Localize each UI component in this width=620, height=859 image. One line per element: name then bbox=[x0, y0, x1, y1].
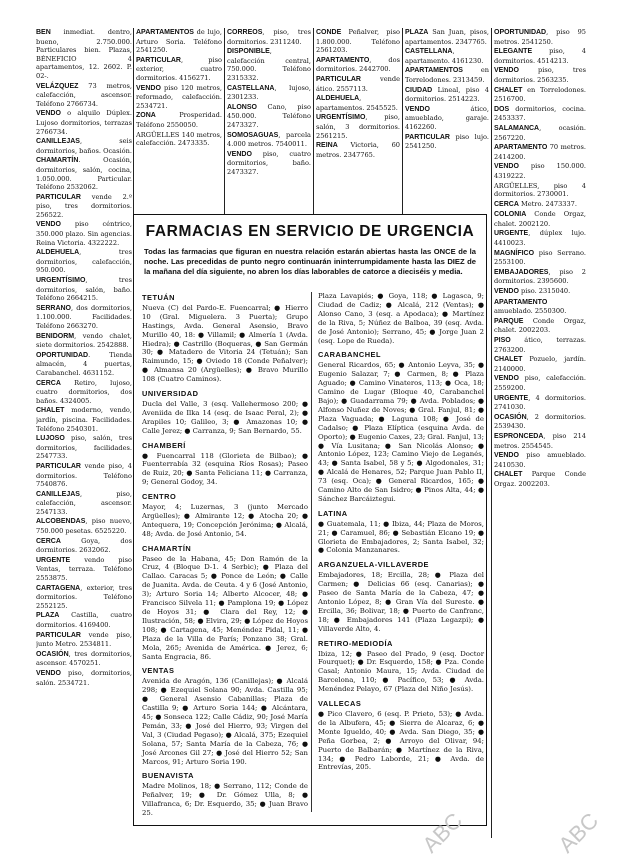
ad-keyword: APARTAMENTO bbox=[494, 298, 548, 306]
classified-ad: APARTAMENTO amueblado. 2550300. bbox=[494, 298, 567, 316]
classified-ad: DISPONIBLE, calefacción central, 750.000. Teléfono 2315332. bbox=[227, 47, 311, 82]
classified-ad: PARTICULAR vende piso, 4 dormitorios. Teléfono 7540876. bbox=[36, 461, 132, 489]
farmacia-section bbox=[142, 772, 308, 818]
ad-keyword: CHALET bbox=[36, 407, 65, 415]
classified-ad: CORREOS, piso, tres dormitorios. 2311240. bbox=[227, 28, 311, 46]
ad-keyword: REINA bbox=[316, 142, 338, 150]
ad-keyword: SERRANO bbox=[36, 304, 72, 312]
farmacia-list: Avenida de Aragón, 136 (Canillejas); ● Alcalá 298; ● Ezequiel Solana 90; Avda. Castilla 95; ● General Asensio Cabanillas; Plaza de Castilla 9; ● Arturo Soria 144; ● Alcántara, 45; ● Sonseca 122; Calle Cádiz, 90; José María Pemán, 33; ● José del Hierro, 93; Virgen del Val, 3 (Ciudad Pegaso); ● Alcalá, 375; Ezequiel Solana, 57; Santa María de la Cabeza, 76; ● José Arcones Gil 27; ● José del Hierro 52; San Marcos, 91; Arturo Soria 190. bbox=[142, 677, 308, 766]
ad-keyword: BENIDORM bbox=[36, 332, 75, 340]
ad-keyword: CASTELLANA bbox=[227, 84, 275, 92]
classified-ad: CONDE Peñalver, piso 1.800.000. Teléfono 2561203. bbox=[316, 28, 400, 55]
ad-keyword: CASTELLANA bbox=[405, 48, 453, 56]
ad-keyword: OPORTUNIDAD bbox=[494, 29, 547, 36]
classified-ad: ELEGANTE piso, 4 dormitorios. 4514213. bbox=[494, 47, 586, 65]
ad-keyword: PARTICULAR bbox=[405, 133, 450, 141]
classified-ad: CHALET en Torrelodones. 2516700. bbox=[494, 85, 586, 104]
ad-keyword: URGENTÍSIMO bbox=[316, 114, 366, 122]
classified-ad: VENDO piso amueblado. 2410530. bbox=[494, 451, 586, 469]
ad-keyword: CHALET bbox=[494, 86, 523, 94]
classified-ad: ALCOBENDAS, piso nuevo, 750.000 pesetas. 6525220. bbox=[36, 517, 132, 536]
ad-keyword: PLAZA bbox=[36, 612, 60, 620]
ad-keyword: OCASIÓN bbox=[494, 413, 527, 421]
column-rule bbox=[224, 28, 225, 214]
classified-ad: DOS dormitorios, cocina. 2453337. bbox=[494, 104, 586, 123]
classified-ad: ARGÜELLES 140 metros, calefacción. 2473335. bbox=[136, 130, 222, 148]
ad-keyword: ALONSO bbox=[227, 103, 257, 111]
ad-keyword: PISO bbox=[494, 337, 511, 344]
classified-ad: OCASIÓN, 2 dormitorios. 2539430. bbox=[494, 412, 586, 431]
ad-keyword: VENDO bbox=[494, 163, 519, 171]
ad-keyword: EMBAJADORES bbox=[494, 268, 549, 276]
classified-ad: PLAZA San Juan, pisos, apartamentos. 2347765. bbox=[405, 28, 489, 46]
classified-ad: VENDO piso 120 metros, reformado, calefacción. 2534721. bbox=[136, 83, 222, 110]
classified-ad: CERCA Metro. 2473337. bbox=[494, 199, 577, 208]
classified-ad: BENIDORM, vendo chalet, siete dormitorios. 2542888. bbox=[36, 331, 132, 350]
ad-keyword: ALCOBENDAS bbox=[36, 518, 86, 526]
farmacias-box bbox=[133, 214, 487, 826]
column-rule bbox=[313, 28, 314, 214]
ad-keyword: CERCA bbox=[36, 379, 61, 387]
ad-keyword: CONDE bbox=[316, 29, 342, 36]
column-rule bbox=[402, 28, 403, 214]
farmacia-list: ● Guatemala, 11; ● Ibiza, 44; Plaza de Moros, 21; ● Caramuel, 86; ● Sebastián Elcano 19; ● Glorieta de Embajadores, 2; Santa Isabel, 32; ● Colonia Manzanares. bbox=[318, 519, 484, 555]
classified-ad: MAGNÍFICO piso Serrano. 2553100. bbox=[494, 248, 586, 267]
farmacia-section bbox=[318, 561, 484, 633]
classified-ad: CHALET Parque Conde Orgaz. 2002203. bbox=[494, 470, 586, 488]
farmacia-district-heading: CHAMBERÍ bbox=[142, 440, 186, 450]
ad-keyword: URGENTE bbox=[494, 230, 529, 238]
classified-ad: ESPRONCEDA, piso 214 metros. 2554545. bbox=[494, 431, 586, 450]
ad-keyword: CERCA bbox=[36, 537, 61, 545]
ad-keyword: PARQUE bbox=[494, 317, 524, 325]
classified-ad: VENDO ático, amueblado, garaje. 4162260. bbox=[405, 104, 489, 131]
farmacia-district-heading: TETUÁN bbox=[142, 293, 175, 302]
farmacias-intro: Todas las farmacias que figuran en nuestra relación estarán abiertas hasta las ONCE de la noche. Las precedidas de punto negro continuarán ininterrumpidamente hasta las DIEZ de la mañana del día siguiente, no abren los días laborables de catorce a dieciséis y media. bbox=[144, 247, 476, 276]
classifieds-column-1 bbox=[36, 28, 132, 859]
ad-keyword: OPORTUNIDAD bbox=[36, 351, 89, 359]
column-rule bbox=[491, 28, 492, 838]
column-rule bbox=[133, 28, 134, 214]
farmacias-title: FARMACIAS EN SERVICIO DE URGENCIA bbox=[145, 223, 475, 240]
classified-ad: PARQUE Conde Orgaz, chalet. 2002203. bbox=[494, 316, 586, 335]
classified-ad: VENDO piso, dormitorios, salón. 2534721. bbox=[36, 668, 132, 687]
farmacia-district-heading: CENTRO bbox=[142, 492, 177, 502]
classified-ad: CHAMARTÍN. Ocasión, dormitorios, salón, cocina, 1.050.000. Particular. Teléfono 2532062. bbox=[36, 156, 132, 192]
ad-keyword: VENDO bbox=[494, 288, 519, 296]
farmacia-district-heading: ARGANZUELA-VILLAVERDE bbox=[318, 560, 429, 570]
classified-ad: CASTELLANA, apartamento. 4161230. bbox=[405, 47, 484, 65]
ad-keyword: PARTICULAR bbox=[36, 193, 81, 201]
classified-ad: ALDEHUELA, tres dormitorios, calefacción, 950.000. bbox=[36, 248, 132, 275]
ad-keyword: VENDO bbox=[136, 84, 161, 92]
ad-keyword: URGENTE bbox=[36, 556, 71, 564]
farmacia-section bbox=[142, 493, 308, 539]
farmacia-section bbox=[318, 351, 484, 503]
classified-ad: CANILLEJAS, piso, calefacción, ascensor. 2547133. bbox=[36, 489, 132, 516]
farmacia-district-heading: CARABANCHEL bbox=[318, 350, 381, 360]
ad-keyword: VELÁZQUEZ bbox=[36, 82, 79, 90]
ad-keyword: COLONIA bbox=[494, 211, 527, 219]
ad-keyword: CIUDAD bbox=[405, 86, 433, 94]
classifieds-column-2 bbox=[136, 28, 222, 212]
classified-ad: OCASIÓN, tres dormitorios, ascensor. 4570251. bbox=[36, 649, 132, 668]
farmacia-list: Ducla del Valle, 3 (esq. Vallehermoso 200; ● Aveniida de Ilka 14 (esq. de Isaac Peral, 2); ● Arapiles 10; Galileo, 3; ● Amazonas 10; ● Calle Jerez; ● Carranza, 9; San Bernardo, 55. bbox=[142, 399, 308, 435]
farmacias-divider bbox=[311, 292, 312, 812]
classified-ad: EMBAJADORES, piso 2 dormitorios. 2395600. bbox=[494, 267, 586, 286]
ad-keyword: DISPONIBLE bbox=[227, 48, 270, 56]
classified-ad: LUJOSO piso, salón, tres dormitorios, facilidades. 2547733. bbox=[36, 434, 132, 461]
classified-ad: VENDO piso 150.000. 4319222. bbox=[494, 162, 586, 180]
classified-ad: REINA Victoria, 60 metros. 2347765. bbox=[316, 141, 400, 159]
classified-ad: SERRANO, dos dormitorios, 1.100.000. Facilidades. Teléfono 2663270. bbox=[36, 303, 132, 330]
ad-keyword: ALDEHUELA bbox=[36, 249, 80, 257]
classified-ad: OPORTUNIDAD, piso 95 metros. 2541250. bbox=[494, 28, 586, 46]
farmacia-section bbox=[318, 640, 484, 694]
watermark-logo: ABC bbox=[553, 807, 604, 858]
ad-keyword: PARTICULAR bbox=[36, 462, 81, 470]
farmacia-section bbox=[318, 700, 484, 772]
classified-ad: PARTICULAR vende ático. 2557113. bbox=[316, 74, 400, 93]
ad-keyword: PARTICULAR bbox=[316, 75, 361, 83]
classified-ad: VENDO piso, cuatro dormitorios, baño. 2473327. bbox=[227, 149, 311, 176]
ad-keyword: ESPRONCEDA bbox=[494, 432, 544, 440]
ad-keyword: CHAMARTÍN bbox=[36, 157, 79, 165]
ad-keyword: VENDO bbox=[494, 375, 519, 383]
farmacia-list: Paseo de la Habana, 45; Don Ramón de la Cruz, 4 (Bloque D-1. 4 Serbic); ● Plaza del Callao. Caracas 5; ● Ponce de León; ● Calle de Juanita. Avda. de Ceuta. 4 y 6 (José Antonio, 3); Arturo Soria 14; Alberto Alcocer, 48; ● Francisco Silvela 11; ● Pamplona 19; ● López de Hoyos 31; ● Clara del Rey, 12; ● Ilustración, 58; ● Elvira, 29; ● López de Hoyos 108; ● Cartagena, 45; Menéndez Pidal, 11; ● Plaza de la Villa de París; Ponzano 38; Gral. Mola, 265; Avenida de América. ● Jerez, 6; Santa Engracia, 86. bbox=[142, 554, 308, 661]
classified-ad: BEN inmediat. dentro, bueno, 2.750.000. Particulares bien. Plazas, BÉNEFICIO 4 apartamentos, 12. 2602. P. 02-. bbox=[36, 28, 132, 80]
classified-ad: VENDO piso. 2315040. bbox=[494, 287, 571, 296]
ad-keyword: ELEGANTE bbox=[494, 48, 533, 56]
classifieds-column-4 bbox=[316, 28, 400, 212]
farmacia-district-heading: VENTAS bbox=[142, 666, 175, 676]
farmacia-list: Ibiza, 12; ● Paseo del Prado, 9 (esq. Doctor Fourquet); ● Dr. Esquerdo, 158; ● Pza. Conde Casal; Antonio Maura, 15; Avda. Ciudad de Barcelona, 110; ● Pacífico, 53; ● Avda. Menéndez Pelayo, 67 (Plaza del Niño Jesús). bbox=[318, 649, 484, 694]
classified-ad: ZONA Prosperidad. Teléfono 2550050. bbox=[136, 111, 222, 129]
farmacia-district-heading: VALLECAS bbox=[318, 699, 362, 709]
ad-keyword: BEN bbox=[36, 29, 51, 36]
classified-ad: COLONIA Conde Orgaz, chalet. 2002120. bbox=[494, 210, 586, 228]
farmacia-list: Embajadores, 18; Ercilla, 28; ● Plaza del Carmen; ● Delicias 66 (esq. Canarias); ● Paseo de Santa María de la Cabeza, 47; ● Antonio López, 8; ● Gran Vía del Sureste. ● Ercilla, 36; Bolivar, 18; ● Puerto de Canfranc, 18; ● Embajadores 141 (Plaza Legazpi); ● Villaverde Alto, 4. bbox=[318, 571, 484, 633]
ad-keyword: VENDO bbox=[227, 150, 252, 158]
classified-ad: PARTICULAR piso lujo. 2541250. bbox=[405, 132, 489, 151]
farmacia-section bbox=[318, 292, 484, 345]
farmacia-district-heading: LATINA bbox=[318, 508, 348, 518]
watermark-logo: ABC bbox=[417, 807, 468, 858]
ad-keyword: APARTAMENTO bbox=[316, 56, 370, 64]
ad-keyword: VENDO bbox=[405, 105, 430, 113]
farmacia-list: Nueva (C) del Pardo-E. Fuencarral; ● Hierro 10 (Gral. Miguelera. 3 Puerta); Grupo Hastings, Avda. General Asensio, Bravo Murillo 40, 18: ● Villamil; ● Almería 1 (Avda. Hiedra); ● Castrillo (Boqueras, ● San Germán 30; ● Matadero de Vitoria 24 (Tetuán); San Raimundo, 15; ● Oviedo 18 (Conde Peñalver); ● Almansa 20 (Argüelles); ● Bravo Murillo 108 (Cuatro Caminos). bbox=[142, 303, 308, 384]
ad-keyword: URGENTÍSIMO bbox=[36, 277, 86, 285]
farmacia-list: Mayor, 4; Luzernas, 3 (junto Mercado Argüelles); ● Almirante 12; ● Atocha 20; ● Antequera, 19; Concepción Jerónima; ● Alcalá, 48; Avda. de José Antonio, 54. bbox=[142, 503, 308, 538]
ad-keyword: PARTICULAR bbox=[136, 56, 181, 64]
farmacia-list: Plaza Lavapiés; ● Goya, 118; ● Lagasca, 9; Ciudad de Cadiz; ● Alcalá, 212 (Ventas); ● Alonso Cano, 3 (esq. a Apodaca); ● Martínez de la Riva, 5; Núñez de Balboa, 39 (esq. Avda. de José Antonio); Serrano, 45; ● Jorge Juan 2 (esq. Lope de Rueda). bbox=[318, 292, 484, 345]
classified-ad: VENDO piso, calefacción. 2559200. bbox=[494, 374, 586, 392]
ad-keyword: CORREOS bbox=[227, 29, 263, 36]
farmacia-district-heading: RETIRO-MEDIODÍA bbox=[318, 638, 393, 648]
classified-ad: ALDEHUELA, apartamentos. 2545525. bbox=[316, 94, 398, 112]
classified-ad: VENDO piso, tres dormitorios. 2563235. bbox=[494, 66, 586, 84]
classified-ad: PARTICULAR vende piso, junto Metro. 2534811. bbox=[36, 630, 132, 649]
classified-ad: VENDO piso céntrico, 350.000 plazo. Sin agencias. Reina Victoria. 4322222. bbox=[36, 220, 132, 247]
farmacia-section bbox=[142, 442, 308, 488]
ad-keyword: LUJOSO bbox=[36, 435, 65, 443]
ad-keyword: MAGNÍFICO bbox=[494, 249, 535, 257]
classified-ad: CASTELLANA, lujoso, 2301233. bbox=[227, 83, 311, 102]
classified-ad: PISO ático, terrazas. 2763200. bbox=[494, 336, 586, 354]
classifieds-column-5 bbox=[405, 28, 489, 212]
classified-ad: CHALET Pozuelo, jardín. 2140000. bbox=[494, 355, 586, 373]
classified-ad: VENDO o alquilo Dúplex. Lujoso dormitorios, terrazas 2766734. bbox=[36, 109, 132, 136]
ad-keyword: VENDO bbox=[36, 669, 61, 677]
classified-ad: SOMOSAGUAS, parcela 4.000 metros. 7540011. bbox=[227, 130, 311, 149]
classified-ad: CANILLEJAS, seis dormitorios, baños. Ocasión. bbox=[36, 137, 132, 155]
farmacia-list: General Ricardos, 65; ● Antonio Leyva, 35; ● Eugenio Salazar, 7; ● Carmen, 8; ● Plaza Aguado; ● Camino Vinateros, 113; ● Oca, 18; Camino de Lugar (Bloque 40, Carabanchel Bajo); ● Guadarrama 79; ● Avda. Poblados; ● Alfonso Nuñez de Noves; ● Gral. Fanjul, 81; ● Plaza Vaguada; ● Laguna 108; ● José de Cadalso; ● Plaza Elíptica (esquina Avda. de Oporto); ● Eugenio Caxes, 23; Gral. Fanjul, 13; ● Vía Lusitana; ● San Nicolás Alonso; ● Antonio López, 123; Camino Viejo de Leganés, 43; ● Santa Isabel, 58 y 5; ● Algodonales, 31; ● Alcalá de Henares, 52; Parque Juan Pablo II, 73 (esq. Oca); ● General Ricardos, 165; ● Camino Alto de San Isidro; ● Pinos Alta, 44; ● Sánchez Barcáiztegui. bbox=[318, 361, 484, 503]
farmacia-list: ● Pico Clavero, 6 (esq. P. Prieto, 53); ● Avda. de la Albufera, 45; ● Sierra de Alcaraz, 6; ● Monte Igueldo, 40; ● Avda. San Diego, 35; ● Peña Gorbea, 2; ● Arroyo del Olivar, 94; Puerto de Balbarán; ● Martínez de la Riva, 134; ● Pedro Laborde, 21; ● Avda. de Entrevías, 205. bbox=[318, 709, 484, 772]
ad-keyword: CANILLEJAS bbox=[36, 138, 80, 146]
ad-keyword: VENDO bbox=[494, 67, 519, 75]
classified-ad: URGENTE, 4 dormitorios. 2741030. bbox=[494, 393, 586, 412]
farmacias-left-column bbox=[142, 292, 308, 824]
farmacia-section bbox=[142, 390, 308, 436]
ad-keyword: APARTAMENTOS bbox=[405, 67, 463, 75]
classified-ad: CARTAGENA, exterior, tres dormitorios. Teléfono 2552125. bbox=[36, 583, 132, 610]
ad-keyword: SOMOSAGUAS bbox=[227, 131, 279, 139]
ad-keyword: CANILLEJAS bbox=[36, 490, 80, 498]
classifieds-column-6 bbox=[494, 28, 586, 859]
farmacia-district-heading: UNIVERSIDAD bbox=[142, 389, 199, 399]
classified-ad: URGENTÍSIMO, piso, salón, 3 dormitorios. 2561215. bbox=[316, 113, 400, 140]
ad-keyword: OCASIÓN bbox=[36, 650, 69, 658]
ad-keyword: APARTAMENTO bbox=[494, 144, 548, 152]
ad-keyword: APARTAMENTOS bbox=[136, 29, 194, 36]
ad-keyword: PARTICULAR bbox=[36, 631, 81, 639]
farmacias-right-column bbox=[318, 292, 484, 778]
classified-ad: PARTICULAR vende 2.º piso, tres dormitorios. 256522. bbox=[36, 192, 132, 219]
classified-ad: APARTAMENTO, dos dormitorios. 2442700. bbox=[316, 55, 400, 74]
classified-ad: URGENTÍSIMO, tres dormitorios, salón, baño. Teléfono 2664215. bbox=[36, 276, 132, 303]
classified-ad: SALAMANCA, ocasión. 2567220. bbox=[494, 123, 586, 142]
classified-ad: CERCA Retiro, lujoso, cuatro dormitorios, dos baños. 4324005. bbox=[36, 378, 132, 405]
classified-ad: URGENTE, dúplex lujo. 4410023. bbox=[494, 229, 586, 248]
classified-ad: APARTAMENTOS de lujo, Arturo Soria. Teléfono 2541250. bbox=[136, 28, 222, 55]
ad-keyword: URGENTE bbox=[494, 394, 529, 402]
ad-keyword: CHALET bbox=[494, 356, 523, 364]
classified-ad: APARTAMENTO 70 metros. 2414200. bbox=[494, 143, 586, 161]
farmacia-list: Madre Molinos, 18; ● Serrano, 112; Conde de Peñalver, 19; ● Dr. Gómez Ulla, 8; ● Villafranca, 6; Dr. Esquerdo, 35; ● Juan Bravo 25. bbox=[142, 782, 308, 818]
farmacia-section bbox=[142, 667, 308, 766]
classified-ad: PLAZA Castilla, cuatro dormitorios. 4169400. bbox=[36, 611, 132, 629]
ad-keyword: CARTAGENA bbox=[36, 584, 81, 592]
classified-ad: CIUDAD Lineal, piso 4 dormitorios. 2514223. bbox=[405, 85, 489, 104]
ad-keyword: ALDEHUELA bbox=[316, 95, 360, 103]
farmacia-district-heading: BUENAVISTA bbox=[142, 771, 194, 781]
classified-ad: ARGÜELLES, piso 4 dormitorios. 2730001. bbox=[494, 181, 586, 199]
ad-keyword: VENDO bbox=[494, 452, 519, 460]
classifieds-column-3 bbox=[227, 28, 311, 212]
classified-ad: OPORTUNIDAD. Tienda almacén, 4 puertas, Carabanchel. 4631152. bbox=[36, 350, 132, 377]
ad-keyword: VENDO bbox=[36, 110, 61, 118]
classified-ad: VELÁZQUEZ 73 metros, calefacción, ascensor. Teléfono 2766734. bbox=[36, 81, 132, 108]
classified-ad: APARTAMENTOS en Torrelodones. 2313459. bbox=[405, 66, 489, 84]
ad-keyword: PLAZA bbox=[405, 29, 429, 36]
classified-ad: CHALET moderno, vendo, jardín, piscina. Facilidades. Teléfono 2540301. bbox=[36, 406, 132, 433]
farmacia-section bbox=[142, 294, 308, 384]
ad-keyword: CERCA bbox=[494, 200, 519, 208]
ad-keyword: SALAMANCA bbox=[494, 124, 540, 132]
ad-keyword: ZONA bbox=[136, 112, 156, 120]
farmacia-district-heading: CHAMARTÍN bbox=[142, 543, 192, 553]
farmacia-list: ● Fuencarral 118 (Glorieta de Bilbao); ● Fuenterrabía 32 (esquina Ríos Rosas); Paseo de Ruiz, 20; ● Santa Feliciana 11; ● Carranza, 9; General Godoy, 34. bbox=[142, 451, 308, 487]
classified-ad: PARTICULAR, piso exterior, cuatro dormitorios. 4156271. bbox=[136, 55, 222, 82]
farmacia-section bbox=[318, 510, 484, 556]
classified-ad: CERCA Goya, dos dormitorios. 2632062. bbox=[36, 536, 132, 555]
farmacia-section bbox=[142, 545, 308, 662]
ad-keyword: CHALET bbox=[494, 471, 523, 479]
classified-ad: ALONSO Cano, piso 450.000. Teléfono 2473327. bbox=[227, 102, 311, 129]
classified-ad: URGENTE vendo piso Ventas, terraza. Teléfono 2553875. bbox=[36, 555, 132, 583]
ad-keyword: DOS bbox=[494, 105, 510, 113]
ad-keyword: VENDO bbox=[36, 221, 61, 229]
